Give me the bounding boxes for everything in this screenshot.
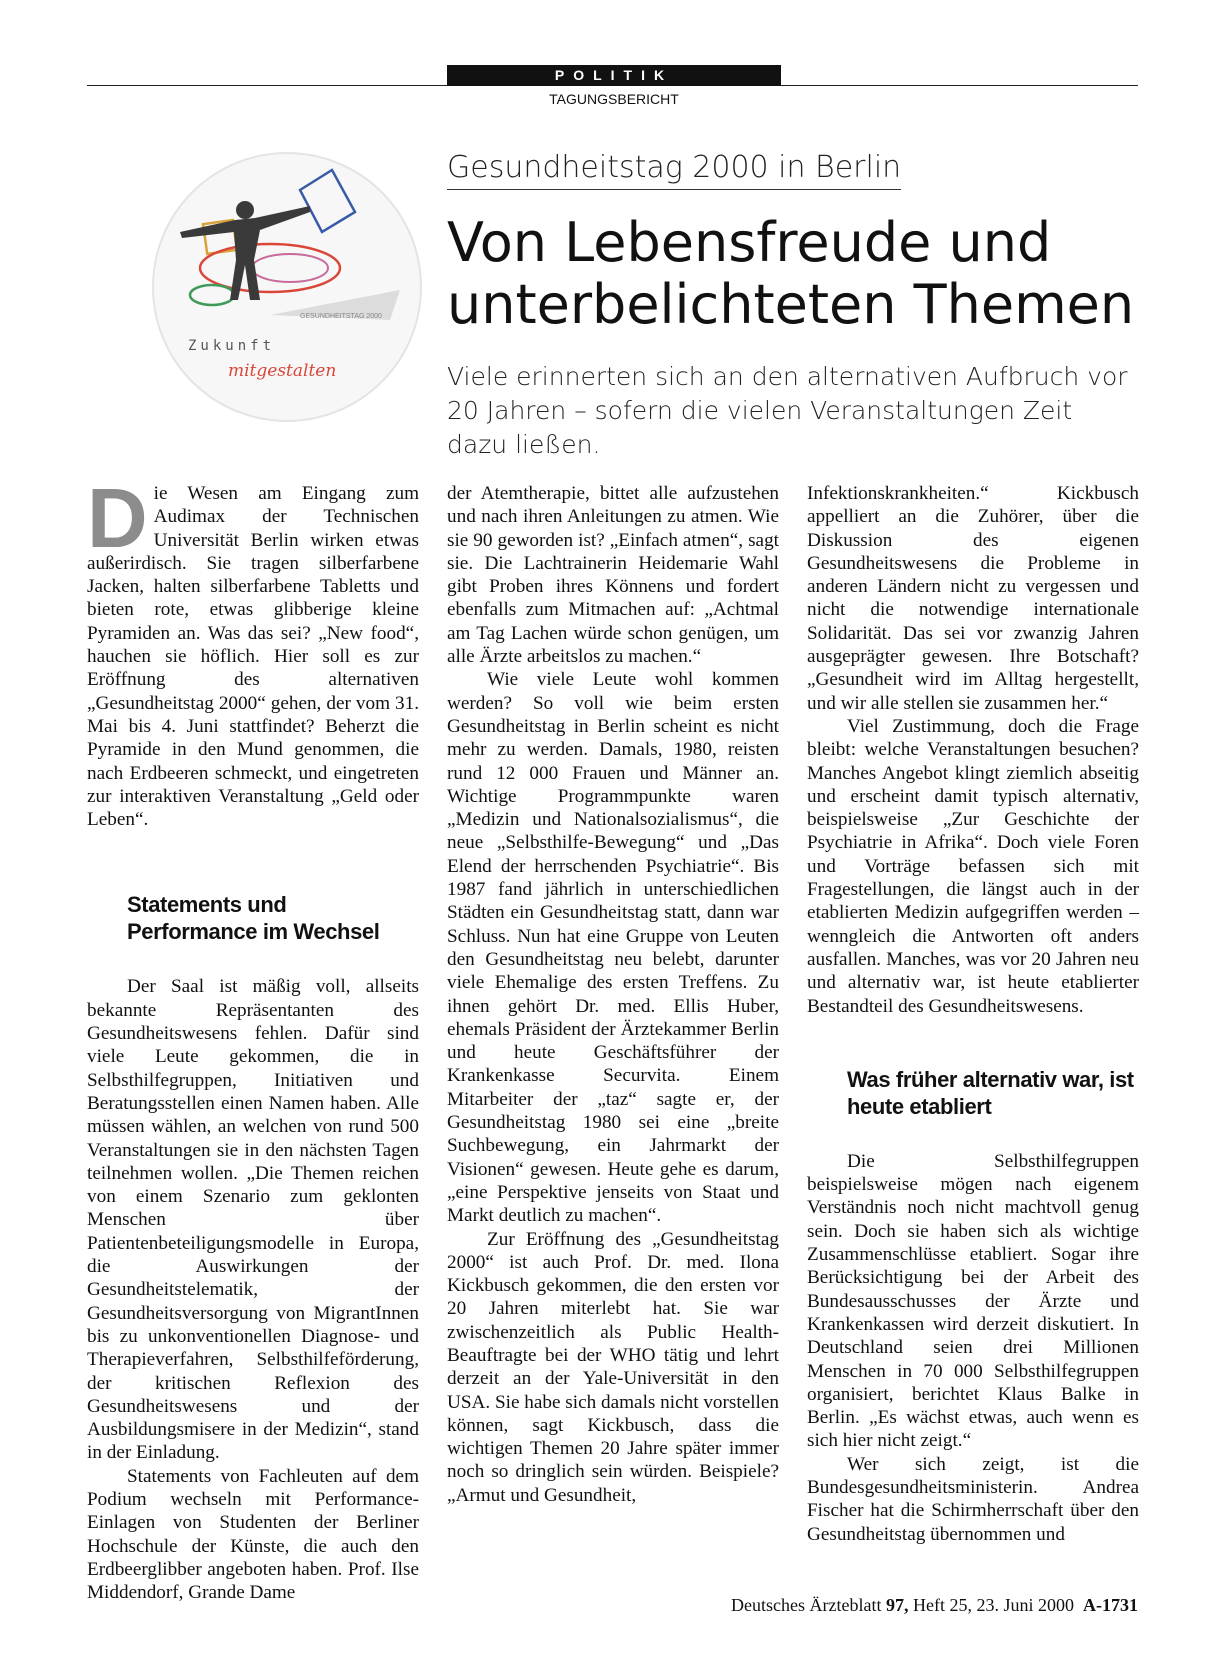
paragraph: der Atemtherapie, bittet alle aufzustehen und nach ihren Anleitungen zu atmen. Wie sie 90 geworden ist? „Einfach atmen“, sagt sie. Die Lachtrainerin Heidemarie Wahl gibt Proben ihres Könnens und fordert ebenfalls zum Mitmachen auf: „Achtmal am Tag Lachen würde schon genügen, um alle Ärzte arbeitslos zu machen.“ [447, 483, 779, 668]
logo-text-mitgestalten: mitgestalten [228, 361, 337, 381]
logo-text-zukunft: Zukunft [188, 338, 276, 354]
subsection-label: TAGUNGSBERICHT [549, 91, 679, 107]
subheading: Was früher alternativ war, ist heute etabliert [847, 1066, 1134, 1119]
journal-name: Deutsches Ärzteblatt [731, 1595, 882, 1615]
article-headline: Von Lebensfreude und unterbelichteten Themen [447, 211, 1135, 336]
logo-caption: GESUNDHEITSTAG 2000 [300, 313, 382, 320]
paragraph: Der Saal ist mäßig voll, allseits bekannte Repräsentanten des Gesundheitswesens fehlen. Dafür sind viele Leute gekommen, die in Selbsthilfegruppen, Initiativen und Beratungsstellen einen Namen haben. Alle müssen wählen, an welchen von rund 500 Veranstaltungen sie in den nächsten Tagen teilnehmen wollen. „Die Themen reichen von einem Szenario zum geklonten Menschen über Patientenbeteiligungsmodelle in Europa, die Auswirkungen der Gesundheitstelematik, der Gesundheitsversorgung von MigrantInnen bis zu unkonventionellen Diagnose- und Therapieverfahren, Selbsthilfeförderung, der kritischen Reflexion des Gesundheitswesens und der Ausbildungsmisere in der Medizin“, stand in der Einladung. [87, 976, 419, 1464]
journal-volume: 97, [886, 1595, 909, 1615]
subheading: Statements und Performance im Wechsel [127, 892, 380, 945]
issue-date: Heft 25, 23. Juni 2000 [913, 1595, 1074, 1615]
gesundheitstag-logo [150, 150, 425, 425]
article-column-3 [807, 482, 1139, 1546]
drop-cap: D [87, 471, 148, 565]
paragraph: Zur Eröffnung des „Gesundheitstag 2000“ ist auch Prof. Dr. med. Ilona Kickbusch gekommen, die den ersten vor 20 Jahren miterlebt hat. Sie war zwischenzeitlich als Public Health-Beauftragte bei der WHO tätig und lehrt derzeit an der Yale-Universität in den USA. Sie habe sich damals nicht vorstellen können, sagt Kickbusch, dass die wichtigen Themen 20 Jahre später immer noch so dringlich sein würden. Beispiele? „Armut und Gesundheit, [447, 1228, 779, 1506]
paragraph: Statements von Fachleuten auf dem Podium wechseln mit Performance-Einlagen von Studenten der Berliner Hochschule der Künste, die auch den Erdbeerglibber angeboten haben. Prof. Ilse Middendorf, Grande Dame [87, 1465, 419, 1604]
paragraph: Wie viele Leute wohl kommen werden? So voll wie beim ersten Gesundheitstag in Berlin scheint es nicht mehr zu werden. Damals, 1980, reisten rund 12 000 Frauen und Männer an. Wichtige Programmpunkte waren „Medizin und Nationalsozialismus“, die neue „Selbsthilfe-Bewegung“ und „Das Elend der herrschenden Psychiatrie“. Bis 1987 fand jährlich in unterschiedlichen Städten ein Gesundheitstag statt, dann war Schluss. Nun hat eine Gruppe von Leuten den Gesundheitstag neu belebt, darunter viele Ehemalige des ersten Treffens. Zu ihnen gehört Dr. med. Ellis Huber, ehemals Präsident der Ärztekammer Berlin und heute Geschäftsführer der Krankenkasse Securvita. Einem Mitarbeiter der „taz“ sagte er, der Gesundheitstag 1980 sei eine „breite Suchbewegung, ein Jahrmarkt der Visionen“ gewesen. Heute gehe es darum, „eine Perspektive jenseits von Staat und Markt deutlich zu machen“. [447, 669, 779, 1227]
article-kicker: Gesundheitstag 2000 in Berlin [447, 150, 901, 190]
paragraph: Viel Zustimmung, doch die Frage bleibt: welche Veranstaltungen besuchen? Manches Angebot klingt ziemlich abseitig und erscheint damit typisch alternativ, beispielsweise „Zur Geschichte der Psychiatrie in Afrika“. Doch viele Foren und Vorträge befassen sich mit Fragestellungen, die längst auch in der etablierten Medizin aufgegriffen werden – wenngleich die Antworten oft anders ausfallen. Manches, was vor 20 Jahren neu und alternativ war, ist heute etablierter Bestandteil des Gesundheitswesens. [807, 715, 1139, 1017]
paragraph-text: ie Wesen am Eingang zum Audimax der Technischen Universität Berlin wirken etwas außerirdisch. Sie tragen silberfarbene Jacken, halten silberfarbene Tabletts und bieten rote, etwas glibberige kleine Pyramiden an. Was das sei? „New food“, hauchen sie höflich. Hier soll es zur Eröffnung des alternativen „Gesundheitstag 2000“ gehen, der vom 31. Mai bis 4. Juni stattfindet? Beherzt die Pyramide in den Mund genommen, die nach Erdbeeren schmeckt, und eingetreten zur interaktiven Veranstaltung „Geld oder Leben“. [87, 483, 419, 831]
paragraph: Die Selbsthilfegruppen beispielsweise mögen nach eigenem Verständnis noch nicht machtvoll genug sein. Doch sie haben sich als wichtige Zusammenschlüsse etabliert. Sogar ihre Berücksichtigung bei der Arbeit des Bundesausschusses der Ärzte und Krankenkassen wird derzeit diskutiert. In Deutschland seien drei Millionen Menschen in 70 000 Selbsthilfegruppen organisiert, berichtet Klaus Balke in Berlin. „Es wächst etwas, auch wenn es sich hier nicht zeigt.“ [807, 1150, 1139, 1452]
article-column-1 [87, 471, 419, 1604]
page-footer [731, 1595, 1138, 1616]
section-label: POLITIK [447, 65, 781, 86]
article-column-2 [447, 482, 779, 1507]
paragraph [87, 471, 419, 831]
paragraph: Infektionskrankheiten.“ Kickbusch appelliert an die Zuhörer, über die Diskussion des eigenen Gesundheitswesens die Probleme in anderen Ländern nicht zu vergessen und nicht die notwendige internationale Solidarität. Das sei vor zwanzig Jahren ausgeprägter gewesen. Ihre Botschaft? „Gesundheit wird im Alltag hergestellt, und wir alle stellen sie zusammen her.“ [807, 483, 1139, 714]
page-number: A-1731 [1083, 1595, 1138, 1615]
article-standfirst: Viele erinnerten sich an den alternativen Aufbruch vor 20 Jahren – sofern die vielen Veranstaltungen Zeit dazu ließen. [447, 362, 1128, 459]
paragraph: Wer sich zeigt, ist die Bundesgesundheitsministerin. Andrea Fischer hat die Schirmherrschaft über den Gesundheitstag übernommen und [807, 1453, 1139, 1545]
